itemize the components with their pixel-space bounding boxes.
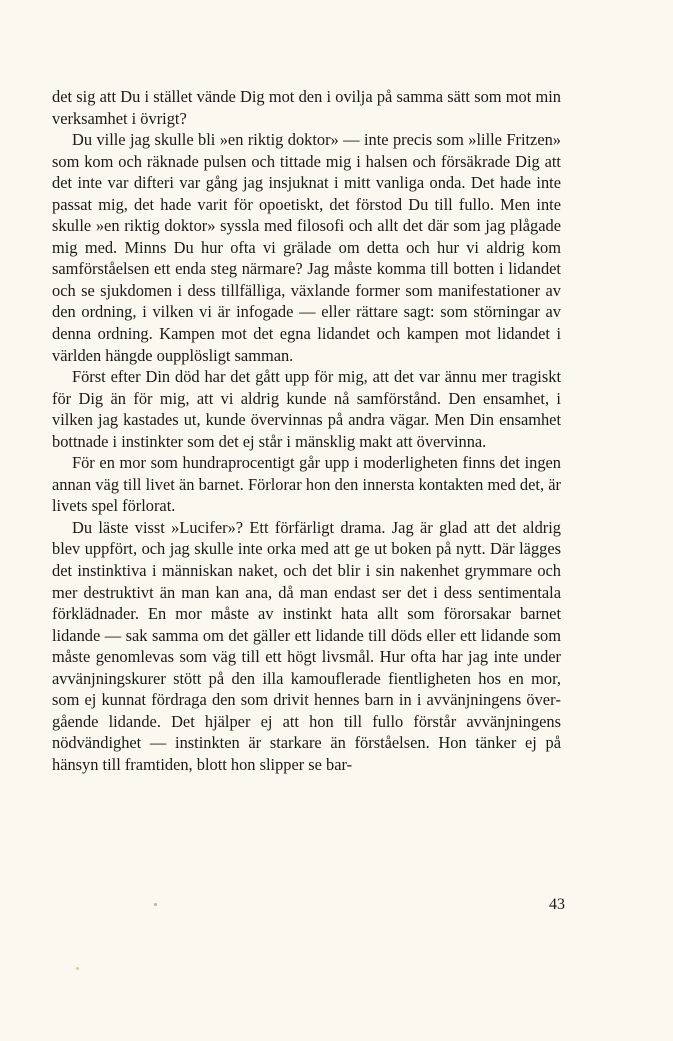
print-speck (76, 967, 79, 970)
paragraph-2: Du ville jag skulle bli »en riktig doktor» — inte precis som »lille Fritzen» som kom och räknade pulsen och tittade mig i halsen och försäkrade Dig att det inte var difteri var gång jag insjuknat i mitt vanliga onda. Det hade inte passat mig, det hade varit för opoetiskt, det förstod Du till fullo. Men inte skulle »en riktig doktor» syssla med filosofi och allt det där som jag plågade mig med. Minns Du hur ofta vi grälade om detta och hur vi aldrig kom samförståelsen ett enda steg närmare? Jag måste komma till botten i lidandet och se sjukdomen i dess tillfälliga, växlande former som manifestationer av den ordning, i vilken vi är infogade — eller rättare sagt: som störningar av denna ordning. Kampen mot det egna lidandet och kampen mot lidandet i världen hängde oupplösligt samman. (52, 130, 561, 365)
paragraph-3: Först efter Din död har det gått upp för mig, att det var ännu mer tragiskt för Dig än för mig, att vi aldrig kunde nå samförstånd. Den ensamhet, i vilken jag kastades ut, kunde övervinnas på andra vägar. Men Din ensamhet bottnade i instinkter som det ej står i mänsklig makt att övervinna. (52, 367, 561, 451)
page-number: 43 (549, 896, 565, 913)
paragraph-5: Du läste visst »Lucifer»? Ett förfärligt drama. Jag är glad att det aldrig blev uppfört, och jag skulle inte orka med att ge ut boken på nytt. Där lägges det instinktiva i människan naket, och det blir i sin nakenhet grymmare och mer destruktivt än man kan ana, då man endast ser det i dess sentimentala förklädnader. En mor måste av instinkt hata allt som förorsakar barnet lidande — sak samma om det gäller ett lidande till döds eller ett lidande som måste genomlevas som väg till ett högt livsmål. Hur ofta har jag inte under avvänjningskurer stött på den illa kamouflerade fientligheten hos en mor, som ej kunnat fördraga den som drivit hennes barn in i avvänjningens övergående lidande. Det hjälper ej att hon till fullo förstår avvänjningens nödvändighet — instinkten är starkare än förståelsen. Hon tänker ej på hänsyn till framtiden, blott hon slipper se bar- (52, 517, 561, 774)
paragraph-4: För en mor som hundraprocentigt går upp i moderligheten finns det ingen annan väg till livet än barnet. Förlorar hon den innersta kontakten med det, är livets spel förlorat. (52, 453, 561, 516)
print-speck (154, 903, 157, 906)
body-text (52, 86, 561, 776)
paragraph-1: det sig att Du i stället vände Dig mot den i ovilja på samma sätt som mot min verksamhet i övrigt? (52, 87, 561, 128)
